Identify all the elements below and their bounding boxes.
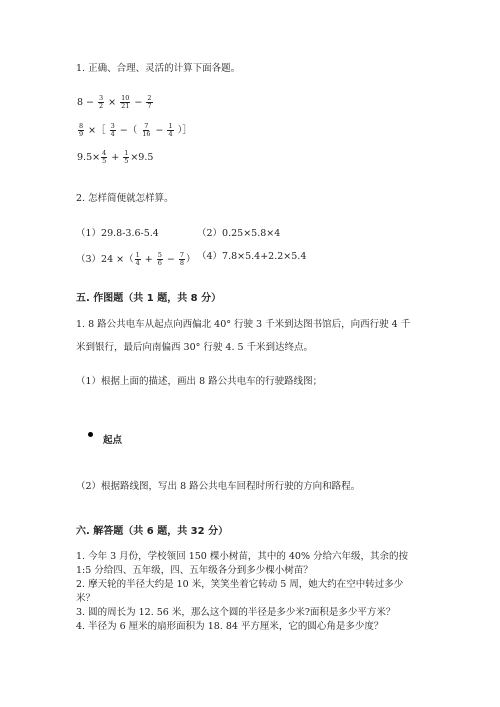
q1-expression-3 [77, 150, 153, 165]
number: 8 [77, 96, 84, 108]
operator: ×［ [88, 124, 106, 136]
minus-sign: − [86, 96, 95, 108]
times-sign: × [108, 96, 117, 108]
minus-sign: − [134, 96, 143, 108]
operator: −（ [119, 124, 138, 136]
start-point-dot [88, 432, 93, 437]
operator: ）］ [177, 124, 192, 136]
section-6-line: 4. 半径为 6 厘米的扇形面积为 18. 84 平方厘米，它的圆心角是多少度？ [76, 621, 384, 632]
q1-expression-2 [77, 123, 195, 138]
section-6-line: 3. 圆的周长为 12. 56 米，那么这个圆的半径是多少米?面积是多少平方米？ [76, 607, 396, 618]
fraction: $\frac{10}{21}$ [121, 94, 130, 110]
term: ×9.5 [130, 151, 154, 163]
fraction: $\frac{8}{9}$ [79, 122, 84, 138]
minus-sign: − [155, 124, 164, 136]
section-5-question-line: 1. 8 路公共电车从起点向西偏北 40° 行驶 3 千米到达图书馆后，向西行驶 4 千 [76, 319, 411, 330]
section-6-line: 2. 摩天轮的半径大约是 10 米，笑笑坐着它转动 5 周，她大约在空中转过多少 [76, 579, 404, 590]
section-5-title: 五. 作图题（共 1 题，共 8 分） [76, 293, 222, 304]
section-5-subquestion-1: （1）根据上面的描述，画出 8 路公共电车的行驶路线图； [76, 376, 323, 387]
q2-problem-1: （1）29.8-3.6-5.4 [76, 228, 159, 239]
fraction: $\frac{7}{16}$ [142, 122, 151, 138]
section-6-line: 1. 今年 3 月份，学校领回 150 棵小树苗，其中的 40% 分给六年级，其余的按 [76, 551, 408, 562]
term: 9.5× [77, 151, 101, 163]
section-6-title: 六. 解答题（共 6 题，共 32 分） [76, 526, 229, 537]
section-6-line: 米？ [76, 593, 96, 604]
q2-problem-3 [76, 252, 196, 267]
fraction: $\frac{7}{8}$ [179, 251, 184, 267]
fraction: $\frac{5}{6}$ [157, 251, 162, 267]
q2-problem-4: （4）7.8×5.4+2.2×5.4 [197, 251, 307, 262]
close-paren: ） [185, 253, 196, 265]
plus-sign: + [111, 151, 120, 163]
section-6-line: 1:5 分给四、五年级，四、五年级各分到多少棵小树苗？ [76, 565, 313, 576]
fraction: $\frac{1}{4}$ [135, 251, 140, 267]
q2-problem-2: （2）0.25×5.8×4 [197, 228, 281, 239]
term: （3）24 ×（ [76, 253, 134, 265]
fraction: $\frac{4}{5}$ [102, 149, 107, 165]
fraction: $\frac{1}{5}$ [124, 149, 129, 165]
fraction: $\frac{1}{4}$ [168, 122, 173, 138]
fraction: $\frac{3}{4}$ [110, 122, 115, 138]
q1-title: 1. 正确、合理、灵活的计算下面各题。 [76, 63, 241, 74]
fraction: $\frac{3}{2}$ [99, 94, 104, 110]
plus-sign: + [144, 253, 153, 265]
start-point-label: 起点 [103, 435, 123, 446]
minus-sign: − [166, 253, 175, 265]
fraction: $\frac{2}{7}$ [147, 94, 152, 110]
q2-title: 2. 怎样简便就怎样算。 [76, 193, 174, 204]
section-5-subquestion-2: （2）根据路线图，写出 8 路公共电车回程时所行驶的方向和路程。 [76, 481, 361, 492]
q1-expression-1 [77, 95, 154, 110]
section-5-question-line: 米到银行，最后向南偏西 30° 行驶 4. 5 千米到达终点。 [76, 342, 314, 353]
